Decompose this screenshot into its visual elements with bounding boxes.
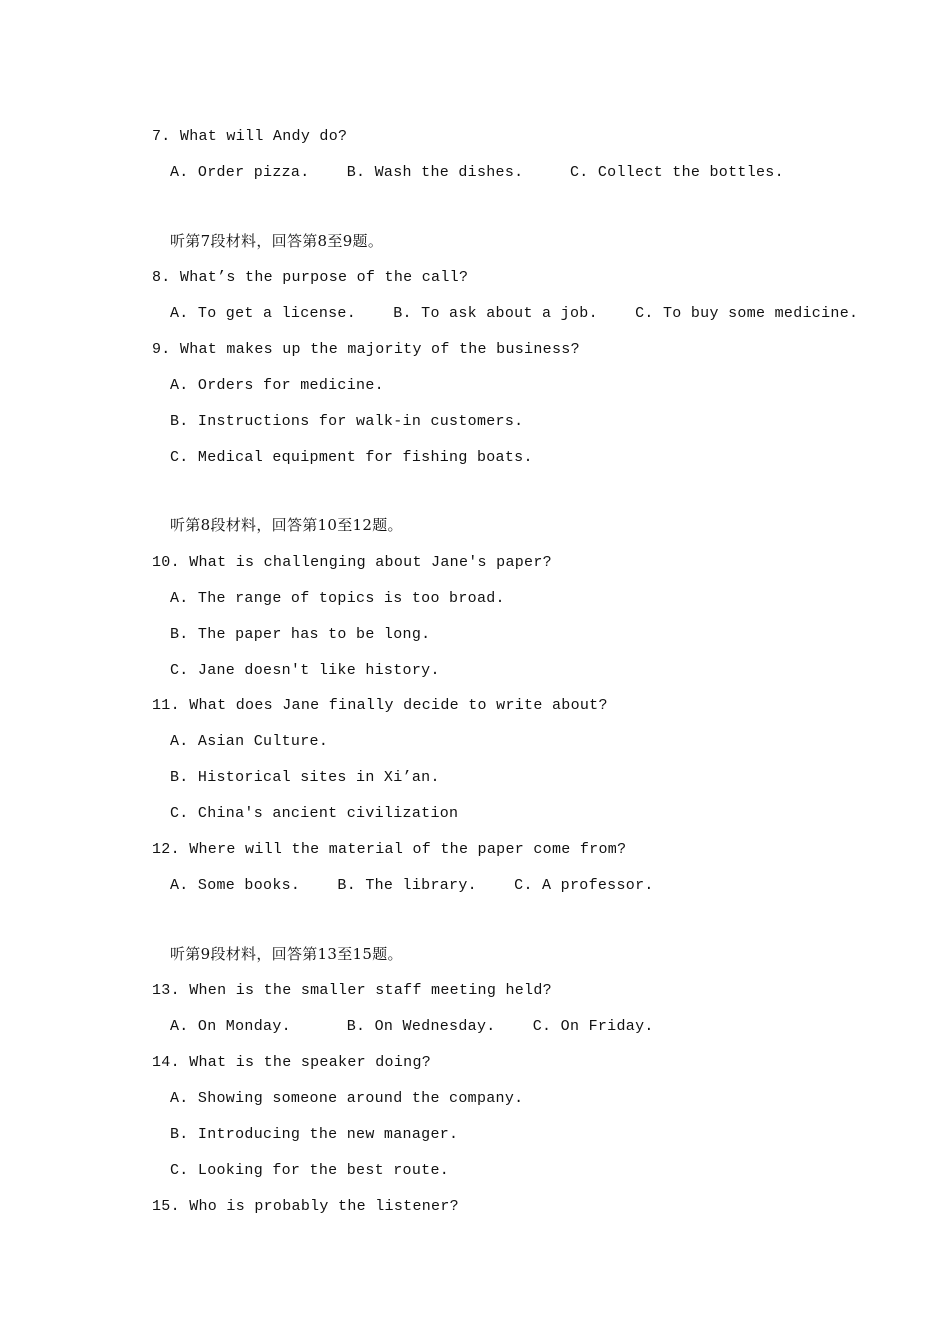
option-11b: B. Historical sites in Xi’an. [170,769,440,786]
question-15: 15. Who is probably the listener? [152,1198,459,1215]
option-11c: C. China's ancient civilization [170,805,459,822]
options-7: A. Order pizza. B. Wash the dishes. C. Collect the bottles. [170,164,784,181]
option-9a: A. Orders for medicine. [170,377,384,394]
option-10a: A. The range of topics is too broad. [170,590,505,607]
option-9b: B. Instructions for walk-in customers. [170,413,524,430]
options-12: A. Some books. B. The library. C. A professor. [170,877,654,894]
options-8: A. To get a license. B. To ask about a job. C. To buy some medicine. [170,305,859,322]
question-14: 14. What is the speaker doing? [152,1054,432,1071]
question-11: 11. What does Jane finally decide to write about? [152,697,608,714]
question-7: 7. What will Andy do? [152,128,348,145]
option-10b: B. The paper has to be long. [170,626,431,643]
question-9: 9. What makes up the majority of the business? [152,341,580,358]
option-14a: A. Showing someone around the company. [170,1090,524,1107]
section-heading-8: 听第8段材料，回答第10至12题。 [170,516,403,534]
option-11a: A. Asian Culture. [170,733,329,750]
option-14c: C. Looking for the best route. [170,1162,450,1179]
question-12: 12. Where will the material of the paper come from? [152,841,627,858]
option-10c: C. Jane doesn't like history. [170,662,440,679]
option-14b: B. Introducing the new manager. [170,1126,459,1143]
section-heading-9: 听第9段材料，回答第13至15题。 [170,945,403,963]
question-10: 10. What is challenging about Jane's paper? [152,554,552,571]
options-13: A. On Monday. B. On Wednesday. C. On Friday. [170,1018,654,1035]
section-heading-7: 听第7段材料，回答第8至9题。 [170,232,384,250]
option-9c: C. Medical equipment for fishing boats. [170,449,533,466]
question-8: 8. What’s the purpose of the call? [152,269,469,286]
question-13: 13. When is the smaller staff meeting held? [152,982,552,999]
